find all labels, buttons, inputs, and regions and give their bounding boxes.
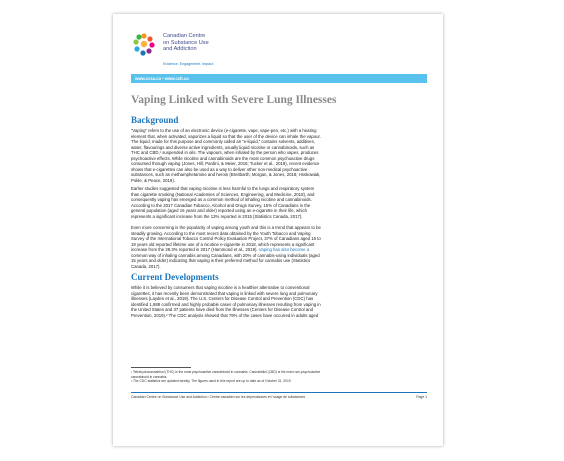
page-number: Page 1 bbox=[416, 395, 427, 399]
footnotes: ¹ Tetrahydrocannabinol (THC) is the most psychoactive cannabinoid in cannabis. Cannabidiol (CBD) is the main non-psychoactive cannabinoid in cannabis. ² The CDC statistics are updated weekly. The figures used in this report are up to date as of October 31, 2019. bbox=[131, 370, 321, 384]
organization-tagline: Evidence. Engagement. Impact. bbox=[163, 62, 214, 66]
paragraph-background-3: Even more concerning is the popularity of vaping among youth and this is a trend that appears to be steadily growing. According to the most recent data obtained by the Youth Tobacco and Vaping Survey of the International Tobacco Control Policy Evaluation Project, 37% of Canadians aged 16 to 19 years old reported lifetime use of a nicotine e-cigarette in 2018, which represents a significant increase from the 29.3% reported in 2017 (Hammond et al., 2019). Vaping has also become a common way of inhaling cannabis among Canadians, with 20% of cannabis-using individuals (aged 15 years and older) indicating that vaping is their preferred method for cannabis use (Statistics Canada, 2017). bbox=[131, 225, 321, 269]
paragraph-background-1: “Vaping” refers to the use of an electronic device (e-cigarette, vape, vape-pen, etc.) with a heating element that, when activated, vaporizes a liquid so that the user of the device can inhale the vapour. The liquid, made for this purpose and commonly called an “e-liquid,” contains solvents, additives, water, flavourings and diverse active ingredients, usually liquid nicotine or cannabinoids, such as THC and CBD,¹ suspended in oils. The vapours, when inhaled by the person who vapes, produces psychoactive effects. While nicotine and cannabinoids are the most common psychoactive drugs consumed through vaping (Jones, Hill, Pardini, & Meier, 2016; Tucker et al., 2018), recent evidence shows that e-cigarettes can also be used as a way to deliver other non-medical psychoactive substances, such as methamphetamine and heroin (Breitbarth, Morgan, & Jones, 2018; Hsskowiak, Pokle, & Peace, 2019). bbox=[131, 128, 321, 183]
ccsa-logo-icon bbox=[131, 31, 157, 57]
paragraph-current-1: While it is believed by consumers that vaping nicotine is a healthier alternative to conventional cigarettes, it has recently been demonstrated that vaping is linked with severe lung and pulmonary illnesses (Layden et al., 2019). The U.S. Centers for Disease Control and Prevention (CDC) has identified 1,888 confirmed and highly probable cases of pulmonary illnesses resulting from vaping in the United States and 37 patients have died from the illnesses (Centers for Disease Control and Prevention, 2019).² The CDC analysis showed that 79% of the cases have occurred in adults aged bbox=[131, 285, 321, 318]
organization-name: Canadian Centre on Substance Use and Addiction bbox=[163, 33, 209, 53]
paragraph-background-2: Earlier studies suggested that vaping nicotine is less harmful to the lungs and respiratory system than cigarette smoking (National Academies of Sciences, Engineering, and Medicine, 2018), and consequently vaping has emerged as a common method of inhaling nicotine and cannabinoids. According to the 2017 Canadian Tobacco, Alcohol and Drugs Survey, 15% of Canadians in the general population (aged 15 years and older) reported using an e-cigarette in their life, which represents a significant increase from the 13% reported in 2015 (Statistics Canada, 2017). bbox=[131, 186, 315, 219]
heading-current-developments: Current Developments bbox=[131, 272, 219, 282]
heading-background: Background bbox=[131, 115, 179, 125]
footer-rule bbox=[131, 392, 427, 393]
header-bar bbox=[131, 74, 427, 83]
footer-organization: Canadian Centre on Substance Use and Addiction • Centre canadien sur les dépendances et l’usage de substances bbox=[131, 395, 306, 399]
highlighted-text: Vaping has also become a bbox=[257, 247, 310, 253]
document-page bbox=[113, 14, 443, 446]
footnote-rule bbox=[131, 367, 191, 368]
document-title: Vaping Linked with Severe Lung Illnesses bbox=[131, 94, 337, 106]
header-links[interactable]: www.ccsa.ca • www.cclt.ca bbox=[135, 75, 189, 81]
